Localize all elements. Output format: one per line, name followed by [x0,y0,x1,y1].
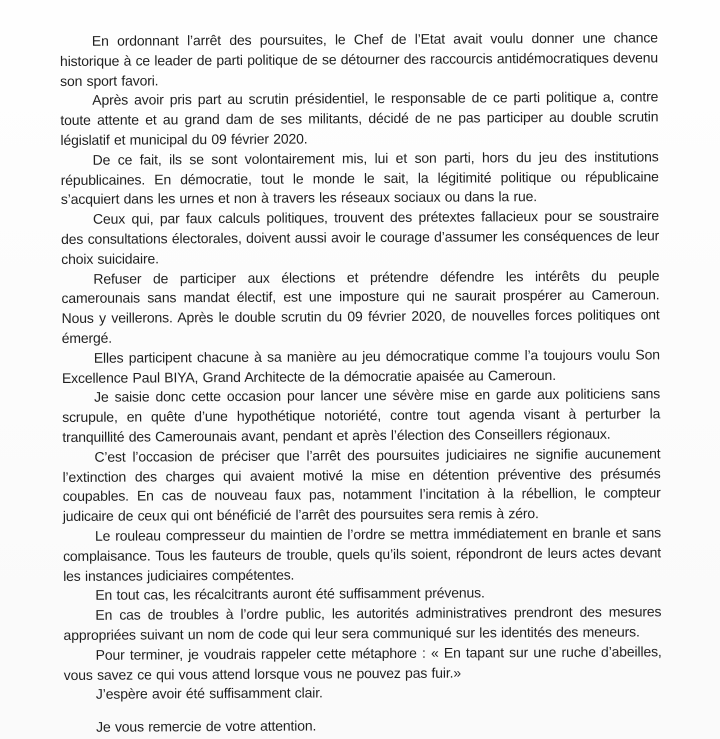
paragraph: Ceux qui, par faux calculs politiques, trouvent des prétextes fallacieux pour se soustraire des consultations électorales, doivent aussi avoir le courage d’assumer les conséquences de leur choix suicidaire. [61,207,660,267]
paragraph: J’espère avoir été suffisamment clair. [95,684,323,703]
paragraph: En tout cas, les récalcitrants auront été suffisamment prévenus. [95,584,485,604]
paragraph: En ordonnant l’arrêt des poursuites, le Chef de l’Etat avait voulu donner une chance historique à ce leader de parti politique de se détourner des raccourcis antidémocratiques devenu son sport favori. [59,29,659,89]
paragraph: Je vous remercie de votre attention. [96,717,317,735]
document-body [60,28,662,738]
paragraph: C’est l’occasion de préciser que l’arrêt des poursuites judiciaires ne signifie aucunement l’extinction des charges qui avaient motivé la mise en détention préventive des présumés coupables. En cas de nouveau faux pas, notamment l’incitation à la rébellion, le compteur judicaire de ceux qui ont bénéficié de l’arrêt des poursuites sera remis à zéro. [62,445,661,525]
paragraph: Elles participent chacune à sa manière au jeu démocratique comme l’a toujours voulu Son Excellence Paul BIYA, Grand Architecte de la démocratie apaisée au Cameroun. [61,346,660,386]
paragraph: De ce fait, ils se sont volontairement mis, lui et son parti, hors du jeu des institutions républicaines. En démocratie, tout le monde le sait, la légitimité politique ou républicaine s’acquiert dans les urnes et non à travers les réseaux sociaux ou dans la rue. [60,148,659,208]
paragraph: Le rouleau compresseur du maintien de l’ordre se mettra immédiatement en branle et sans complaisance. Tous les fauteurs de trouble, quels qu’ils soient, répondront de leurs actes devant les instances judiciaires compétentes. [62,524,662,584]
paragraph: En cas de troubles à l’ordre public, les autorités administratives prendront des mesures appropriées suivant un nom de code qui leur sera communiqué sur les identités des meneurs. [63,603,662,643]
paragraph: Refuser de participer aux élections et prétendre défendre les intérêts du peuple camerounais sans mandat électif, est une imposture qui ne saurait prospérer au Cameroun. Nous y veillerons. Après le double scrutin du 09 février 2020, de nouvelles forces politiques ont émergé. [61,266,660,346]
paragraph: Pour terminer, je voudrais rappeler cette métaphore : « En tapant sur une ruche d’abeilles, vous savez ce qui vous attend lorsque vous ne pouvez pas fuir.» [63,643,662,683]
paragraph: Je saisie donc cette occasion pour lancer une sévère mise en garde aux politiciens sans scrupule, en quête d’une hypothétique notoriété, contre tout agenda visant à perturber la tranquillité des Camerounais avant, pendant et après l’élection des Conseillers régionaux. [62,385,661,445]
paragraph: Après avoir pris part au scrutin présidentiel, le responsable de ce parti politique a, contre toute attente et au grand dam de ses militants, décidé de ne pas participer au double scrutin législatif et municipal du 09 février 2020. [60,88,659,148]
